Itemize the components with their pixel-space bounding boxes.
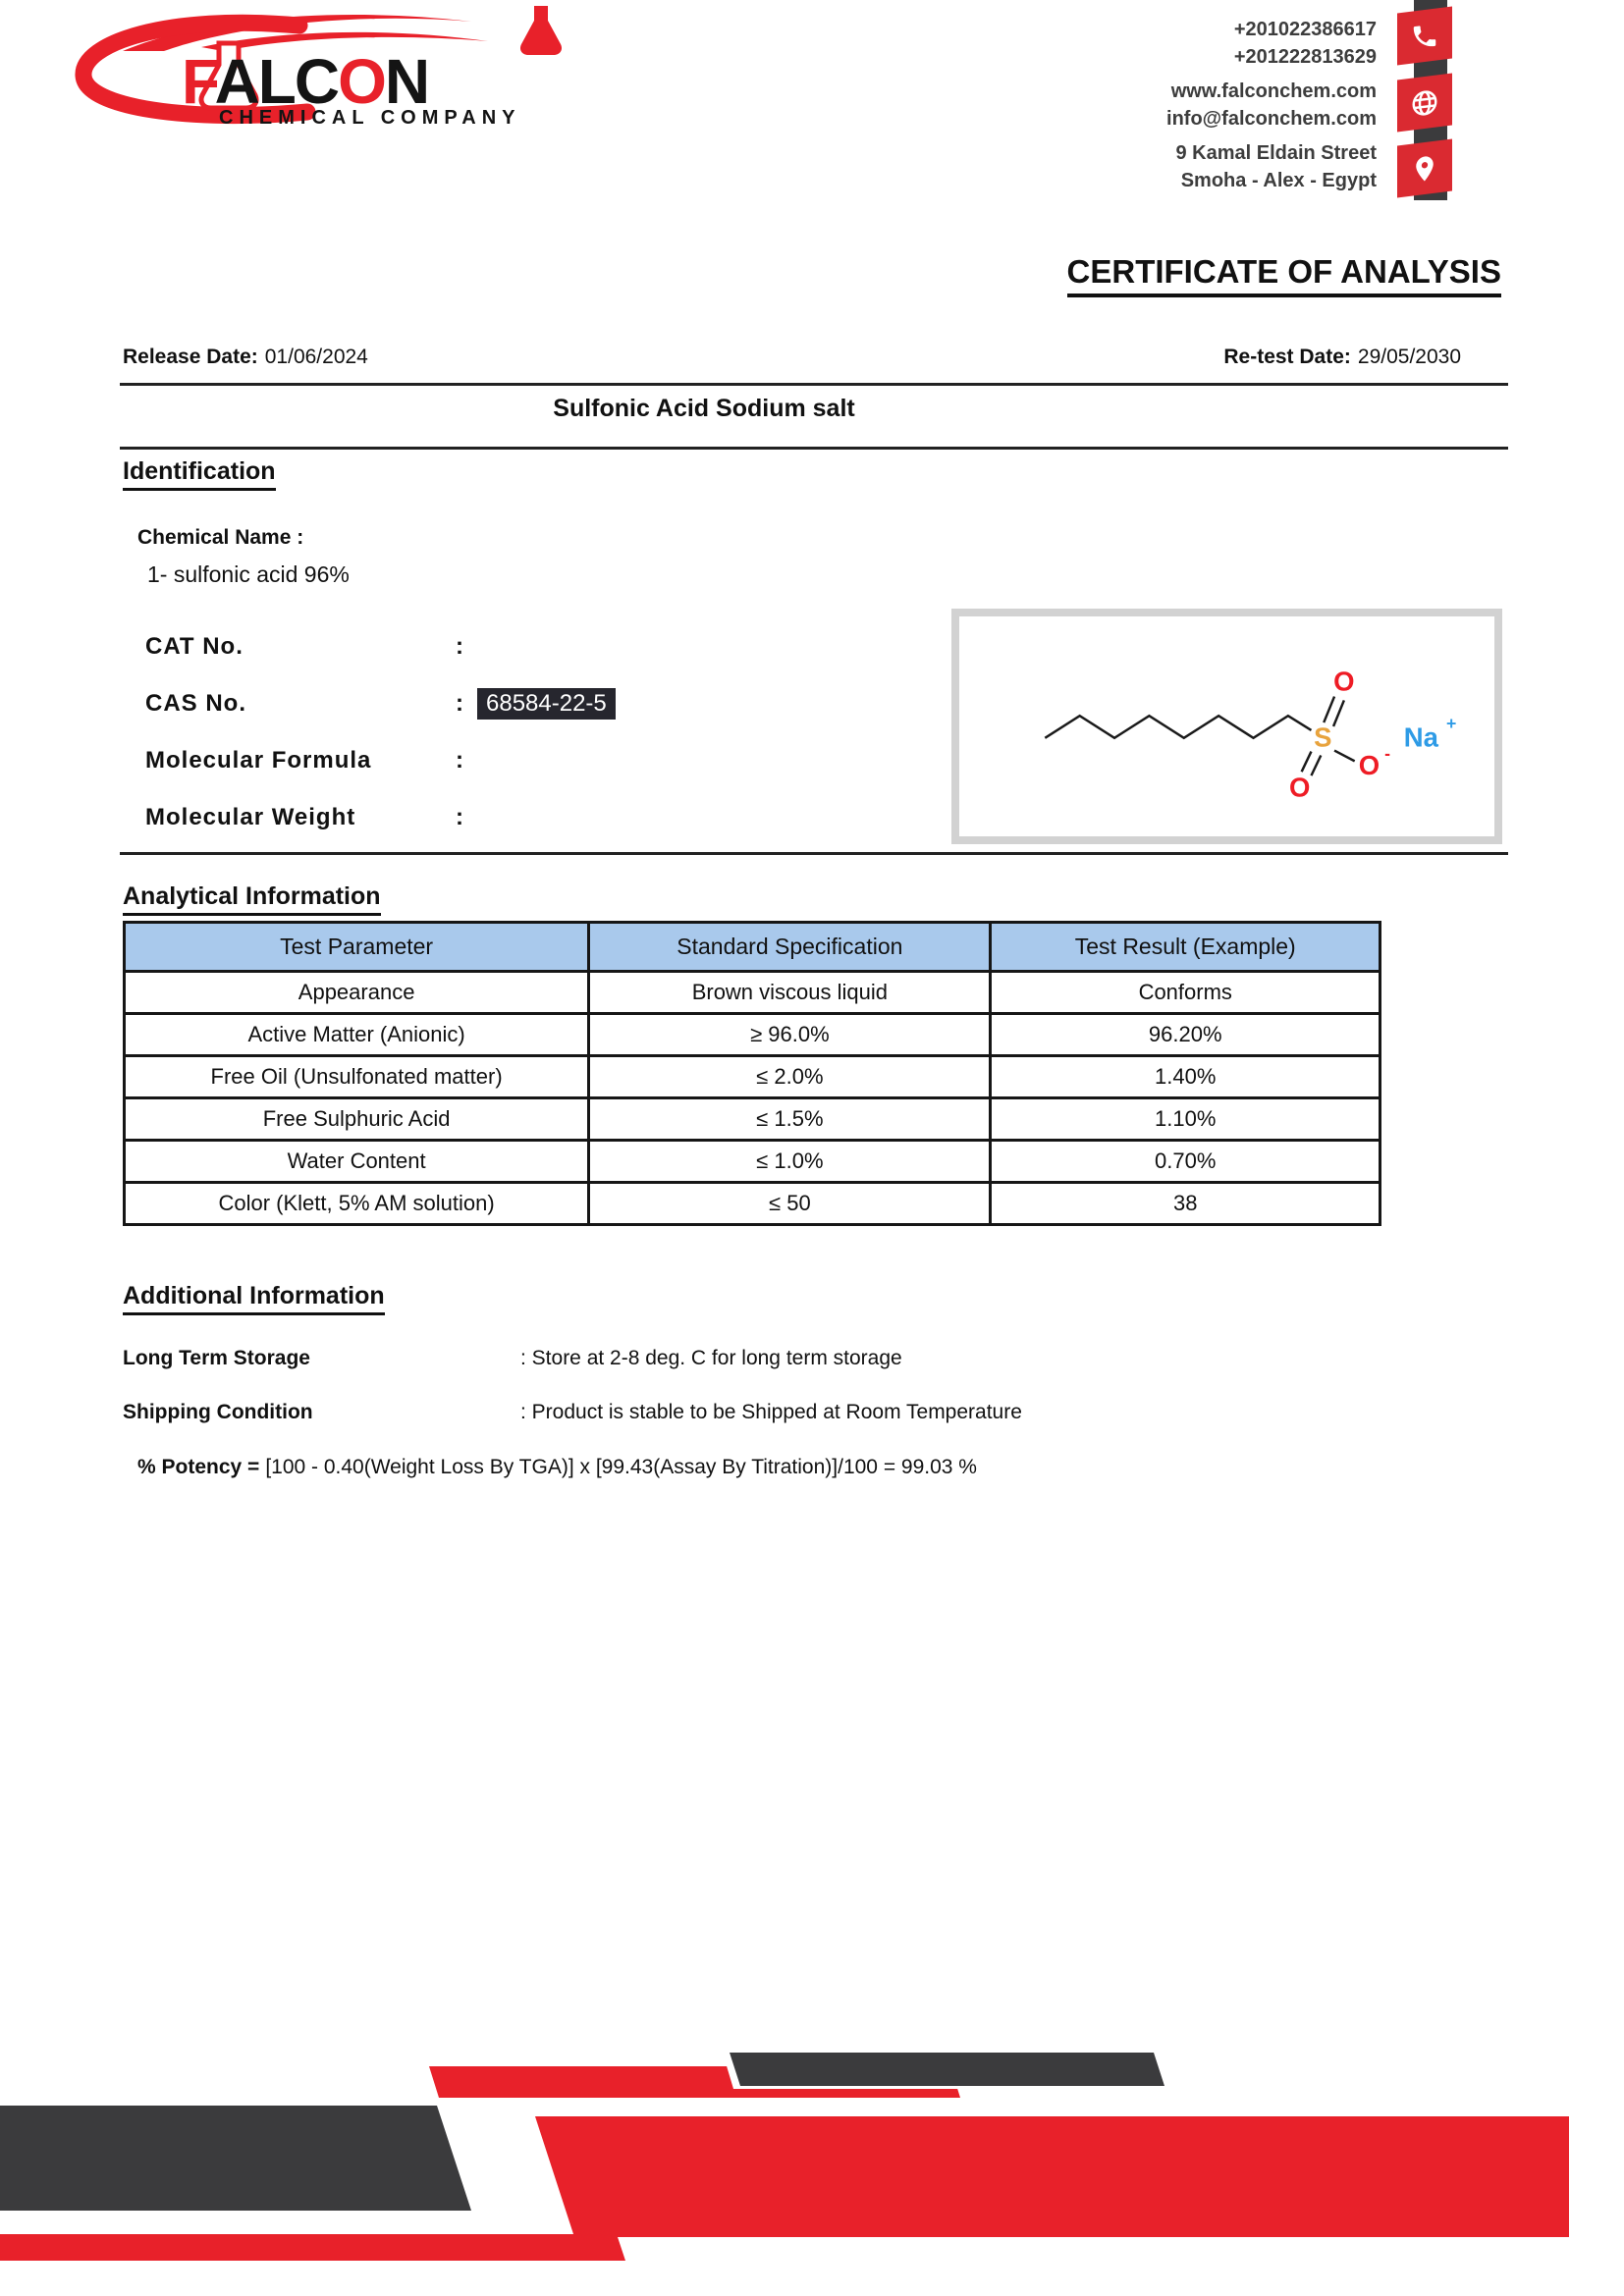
cat-no-colon: :	[456, 633, 463, 660]
analytical-heading: Analytical Information	[123, 882, 381, 916]
retest-date-label: Re-test Date:	[1223, 346, 1351, 368]
release-date	[123, 346, 368, 369]
table-row	[125, 1141, 1380, 1183]
cell-parameter: Free Sulphuric Acid	[125, 1098, 589, 1141]
molecular-weight-label: Molecular Weight	[145, 804, 356, 830]
location-badge	[1397, 139, 1452, 198]
footer-stripe-dark-top	[730, 2053, 1164, 2086]
location-pin-icon	[1410, 152, 1439, 186]
contact-block	[1166, 16, 1377, 201]
footer-graphic	[0, 2047, 1624, 2268]
shipping-row	[123, 1401, 1022, 1424]
cell-spec: Brown viscous liquid	[589, 972, 991, 1014]
certificate-title: CERTIFICATE OF ANALYSIS	[1067, 253, 1501, 297]
cell-spec: ≤ 1.0%	[589, 1141, 991, 1183]
table-row	[125, 1056, 1380, 1098]
storage-label: Long Term Storage	[123, 1347, 310, 1369]
cell-parameter: Active Matter (Anionic)	[125, 1014, 589, 1056]
bond-s-o-top-1	[1324, 697, 1334, 723]
dates-row	[123, 346, 1461, 369]
sodium-atom: Na	[1403, 721, 1438, 753]
cat-no-row	[145, 633, 477, 661]
cas-no-row	[145, 690, 616, 718]
flask-small-icon	[520, 6, 562, 55]
bond-s-o-bottom-1	[1302, 752, 1312, 773]
molecular-formula-label: Molecular Formula	[145, 747, 372, 774]
divider-rule-1	[120, 383, 1508, 386]
cell-parameter: Water Content	[125, 1141, 589, 1183]
sulfur-atom: S	[1314, 721, 1332, 753]
molecular-formula-colon: :	[456, 747, 463, 774]
address-line-2: Smoha - Alex - Egypt	[1180, 170, 1377, 191]
col-test-result: Test Result (Example)	[991, 923, 1380, 972]
cell-spec: ≤ 50	[589, 1183, 991, 1225]
cell-result: 1.40%	[991, 1056, 1380, 1098]
web-badge	[1397, 74, 1452, 133]
potency-row	[137, 1456, 977, 1479]
cell-parameter: Appearance	[125, 972, 589, 1014]
potency-label: % Potency =	[137, 1456, 260, 1478]
analytical-table	[123, 921, 1381, 1226]
release-date-label: Release Date:	[123, 346, 258, 368]
footer-stripe-red-bottom	[0, 2234, 625, 2261]
molecular-weight-colon: :	[456, 804, 463, 830]
falcon-logo	[54, 4, 623, 128]
cell-spec: ≤ 1.5%	[589, 1098, 991, 1141]
col-test-parameter: Test Parameter	[125, 923, 589, 972]
chemical-structure-box	[951, 609, 1502, 844]
storage-value: : Store at 2-8 deg. C for long term storage	[520, 1347, 902, 1369]
cas-no-value: 68584-22-5	[477, 688, 616, 720]
table-row	[125, 1098, 1380, 1141]
minus-charge: -	[1384, 743, 1391, 764]
chemical-name-value: 1- sulfonic acid 96%	[147, 561, 350, 587]
table-header-row	[125, 923, 1380, 972]
chemical-name-label: Chemical Name :	[137, 526, 304, 549]
molecular-weight-row	[145, 804, 477, 831]
phone-icon	[1410, 20, 1439, 53]
phone-number-1: +201022386617	[1233, 19, 1377, 40]
bond-s-o-right	[1334, 751, 1355, 762]
release-date-value: 01/06/2024	[264, 346, 368, 368]
molecular-formula-row	[145, 747, 477, 774]
cell-result: 38	[991, 1183, 1380, 1225]
cell-parameter: Color (Klett, 5% AM solution)	[125, 1183, 589, 1225]
oxygen-bottom-atom: O	[1288, 772, 1311, 803]
brand-subtitle: CHEMICAL COMPANY	[219, 107, 521, 128]
bond-s-o-top-2	[1333, 700, 1344, 726]
falcon-logo-graphic	[54, 4, 623, 128]
table-row	[125, 1183, 1380, 1225]
footer-band-red-main	[535, 2116, 1569, 2237]
address-line-1: 9 Kamal Eldain Street	[1175, 142, 1377, 164]
footer-block-dark-left	[0, 2106, 471, 2211]
cell-result: Conforms	[991, 972, 1380, 1014]
product-title: Sulfonic Acid Sodium salt	[553, 395, 855, 422]
identification-heading: Identification	[123, 457, 276, 491]
table-row	[125, 1014, 1380, 1056]
storage-row	[123, 1347, 902, 1370]
globe-icon	[1410, 86, 1439, 120]
potency-value: [100 - 0.40(Weight Loss By TGA)] x [99.43(Assay By Titration)]/100 = 99.03 %	[265, 1456, 977, 1478]
cas-no-label: CAS No.	[145, 690, 246, 717]
brand-wordmark: FALCON	[182, 46, 429, 117]
divider-rule-2	[120, 447, 1508, 450]
cas-no-colon: :	[456, 690, 463, 717]
website: www.falconchem.com	[1170, 80, 1377, 102]
oxygen-top-atom: O	[1333, 666, 1355, 697]
cell-result: 0.70%	[991, 1141, 1380, 1183]
divider-rule-3	[120, 852, 1508, 855]
phone-number-2: +201222813629	[1233, 46, 1377, 68]
shipping-label: Shipping Condition	[123, 1401, 313, 1423]
plus-charge: +	[1446, 713, 1457, 733]
retest-date-value: 29/05/2030	[1357, 346, 1461, 368]
additional-heading: Additional Information	[123, 1282, 385, 1315]
email: info@falconchem.com	[1166, 108, 1377, 130]
shipping-value: : Product is stable to be Shipped at Room Temperature	[520, 1401, 1022, 1423]
cat-no-label: CAT No.	[145, 633, 244, 660]
alkyl-chain-bond	[1045, 716, 1311, 738]
cell-spec: ≥ 96.0%	[589, 1014, 991, 1056]
phone-badge	[1397, 7, 1452, 66]
oxygen-right-atom: O	[1358, 750, 1380, 781]
cell-result: 96.20%	[991, 1014, 1380, 1056]
col-standard-specification: Standard Specification	[589, 923, 991, 972]
bond-s-o-bottom-2	[1311, 755, 1321, 775]
cell-spec: ≤ 2.0%	[589, 1056, 991, 1098]
cell-parameter: Free Oil (Unsulfonated matter)	[125, 1056, 589, 1098]
retest-date	[1223, 346, 1461, 369]
cell-result: 1.10%	[991, 1098, 1380, 1141]
chemical-structure-drawing	[959, 616, 1494, 836]
table-row	[125, 972, 1380, 1014]
